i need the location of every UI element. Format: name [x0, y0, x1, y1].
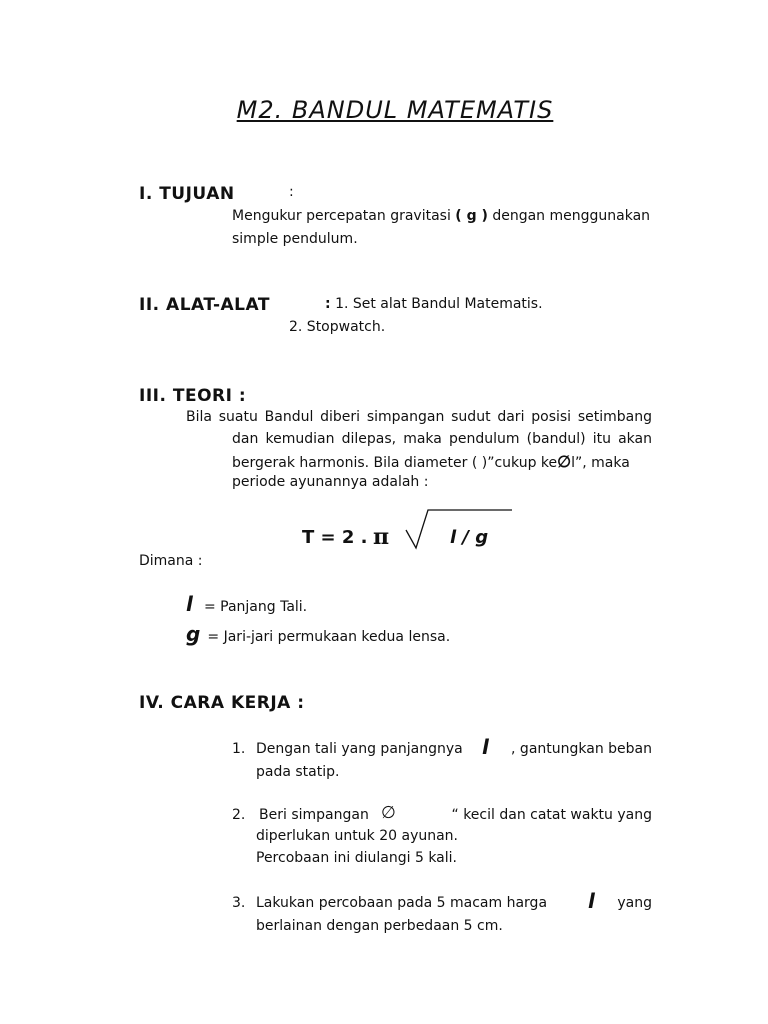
section-heading	[139, 295, 270, 315]
l-symbol: l	[186, 592, 193, 616]
paragraph-line: Bila suatu Bandul diberi simpangan sudut dari posisi setimbang	[186, 409, 652, 425]
step-text: berlainan dengan perbedaan 5 cm.	[256, 918, 503, 934]
section-numeral: IV	[139, 693, 158, 713]
l-symbol: l	[588, 889, 595, 913]
text-span	[232, 452, 630, 471]
dimana-label: Dimana :	[139, 553, 203, 569]
section-heading-text: . CARA KERJA :	[157, 693, 305, 713]
heading-colon: :	[289, 184, 294, 200]
g-symbol: g	[186, 622, 201, 646]
section-numeral: I	[139, 184, 146, 204]
section-heading	[139, 184, 235, 204]
section-heading-text: . TEORI :	[159, 386, 247, 406]
step-text: Dengan tali yang panjangnya	[256, 741, 463, 757]
formula-right: l / g	[450, 527, 489, 548]
formula-left: T = 2 .	[302, 527, 368, 548]
section-numeral: II	[139, 295, 153, 315]
section-numeral: III	[139, 386, 160, 406]
paragraph-line	[232, 208, 650, 224]
step-number: 1.	[232, 741, 246, 757]
heading-colon: :	[325, 296, 331, 312]
page-title: M2. BANDUL MATEMATIS	[236, 96, 554, 124]
step-text: , gantungkan beban	[511, 741, 652, 757]
section-heading-text: . TUJUAN	[145, 184, 235, 204]
step-text: Beri simpangan	[259, 807, 369, 823]
text-span: Mengukur percepatan gravitasi	[232, 208, 456, 224]
paragraph-line: periode ayunannya adalah :	[232, 474, 429, 490]
step-number: 3.	[232, 895, 246, 911]
variable-text: = Jari-jari permukaan kedua lensa.	[207, 629, 451, 645]
paragraph-line: simple pendulum.	[232, 231, 358, 247]
step-text: diperlukan untuk 20 ayunan.	[256, 828, 459, 844]
angle-symbol: ∅	[381, 803, 396, 823]
step-text: Lakukan percobaan pada 5 macam harga	[256, 895, 548, 911]
section-heading	[139, 693, 305, 713]
variable-text: = Panjang Tali.	[203, 599, 308, 615]
equipment-item: 2. Stopwatch.	[289, 319, 386, 335]
text-span: bergerak harmonis. Bila diameter ( )”cukup ke	[232, 455, 558, 471]
step-text: pada statip.	[256, 764, 340, 780]
text-span: dengan menggunakan	[487, 208, 651, 224]
section-heading	[139, 386, 246, 406]
l-symbol: l	[482, 735, 489, 759]
item-text: 1. Set alat Bandul Matematis.	[335, 296, 543, 312]
paragraph-line	[232, 452, 652, 471]
paragraph-line: dan kemudian dilepas, maka pendulum (bandul) itu akan	[232, 431, 652, 447]
section-heading-text: . ALAT-ALAT	[152, 295, 270, 315]
variable-definition	[186, 622, 450, 646]
diameter-symbol: ∅	[557, 452, 572, 471]
step-number: 2.	[232, 807, 246, 823]
step-text: yang	[617, 895, 652, 911]
variable-definition	[186, 592, 307, 616]
g-symbol: ( g )	[455, 208, 488, 224]
text-span: l”, maka	[571, 455, 630, 471]
pi-symbol: π	[373, 524, 390, 550]
step-text: Percobaan ini diulangi 5 kali.	[256, 850, 457, 866]
step-text: “ kecil dan catat waktu yang	[451, 807, 652, 823]
equipment-item	[325, 296, 543, 312]
